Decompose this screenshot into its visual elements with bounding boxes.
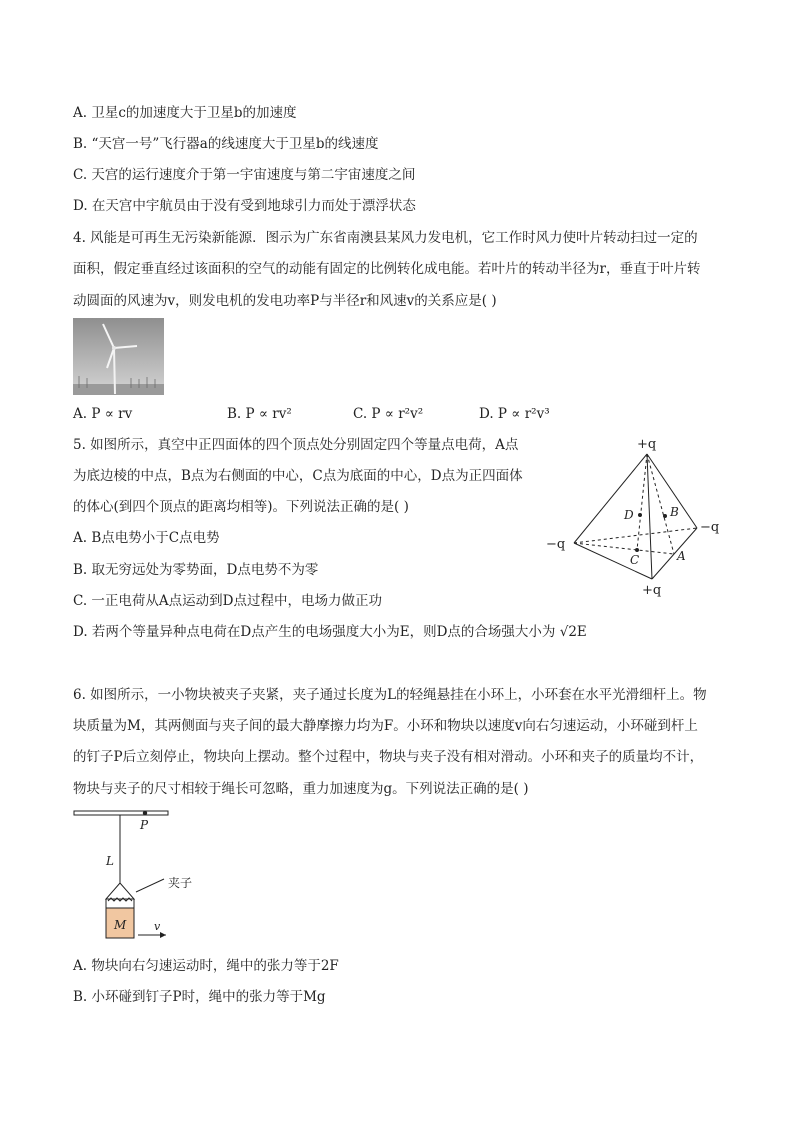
q6-stem-line3: 的钉子P后立刻停止，物块向上摆动。整个过程中，物块与夹子没有相对滑动。小环和夹子的质量均不计， xyxy=(73,749,704,765)
q4-stem-line2: 面积，假定垂直经过该面积的空气的动能有固定的比例转化成电能。若叶片的转动半径为r，垂直于叶片转 xyxy=(73,261,701,277)
pendulum-clip-figure xyxy=(70,805,210,945)
q6-stem-line4: 物块与夹子的尺寸相较于绳长可忽略，重力加速度为g。下列说法正确的是( ) xyxy=(73,781,529,797)
q4-option-c: C. P ∝ r²v² xyxy=(353,406,424,422)
q3-option-a: A. 卫星c的加速度大于卫星b的加速度 xyxy=(73,105,297,121)
q4-stem-line3: 动圆面的风速为v，则发电机的发电功率P与半径r和风速v的关系应是( ) xyxy=(73,293,497,309)
q5-option-b: B. 取无穷远处为零势面，D点电势不为零 xyxy=(73,562,319,578)
wind-turbine-photo xyxy=(73,318,164,395)
q5-option-c: C. 一正电荷从A点运动到D点过程中，电场力做正功 xyxy=(73,593,383,609)
q3-option-c: C. 天宫的运行速度介于第一宇宙速度与第二宇宙速度之间 xyxy=(73,167,416,183)
q4-option-b: B. P ∝ rv² xyxy=(227,406,292,422)
q6-option-b: B. 小环碰到钉子P时，绳中的张力等于Mg xyxy=(73,989,326,1005)
point-a-label: A xyxy=(677,549,686,563)
block-m-label: M xyxy=(114,918,127,932)
charge-bottom-label: +q xyxy=(642,583,662,598)
q5-stem-line2: 为底边棱的中点，B点为右侧面的中心，C点为底面的中心，D点为正四面体 xyxy=(73,468,523,484)
nail-p-label: P xyxy=(140,818,149,832)
rope-l-label: L xyxy=(106,854,114,868)
q3-option-d: D. 在天宫中宇航员由于没有受到地球引力而处于漂浮状态 xyxy=(73,198,416,214)
q4-option-d: D. P ∝ r²v³ xyxy=(479,406,550,422)
q3-option-b: B. “天宫一号”飞行器a的线速度大于卫星b的线速度 xyxy=(73,136,379,152)
q4-option-a: A. P ∝ rv xyxy=(73,406,133,422)
charge-right-label: −q xyxy=(700,520,720,535)
point-c-label: C xyxy=(630,553,640,567)
q5-stem-line1: 5. 如图所示，真空中正四面体的四个顶点处分别固定四个等量点电荷，A点 xyxy=(73,437,519,453)
q4-stem-line1: 4. 风能是可再生无污染新能源．图示为广东省南澳县某风力发电机，它工作时风力使叶片转动扫过一定的 xyxy=(73,230,698,246)
q5-option-a: A. B点电势小于C点电势 xyxy=(73,530,220,546)
point-b-label: B xyxy=(670,505,679,519)
tetrahedron-figure xyxy=(540,430,730,600)
velocity-v-label: v xyxy=(154,920,161,933)
q6-stem-line2: 块质量为M，其两侧面与夹子间的最大静摩擦力均为F。小环和物块以速度v向右匀速运动，小环碰到杆上 xyxy=(73,718,698,734)
charge-left-label: −q xyxy=(546,537,566,552)
clip-label: 夹子 xyxy=(168,876,193,890)
q5-option-d: D. 若两个等量异种点电荷在D点产生的电场强度大小为E，则D点的合场强大小为 √2E xyxy=(73,624,587,640)
point-d-label: D xyxy=(624,508,634,522)
q6-option-a: A. 物块向右匀速运动时，绳中的张力等于2F xyxy=(73,958,339,974)
q6-stem-line1: 6. 如图所示，一小物块被夹子夹紧，夹子通过长度为L的轻绳悬挂在小环上，小环套在水平光滑细杆上。物 xyxy=(73,687,707,703)
charge-top-label: +q xyxy=(637,437,657,452)
q5-stem-line3: 的体心(到四个顶点的距离均相等)。下列说法正确的是( ) xyxy=(73,499,409,515)
